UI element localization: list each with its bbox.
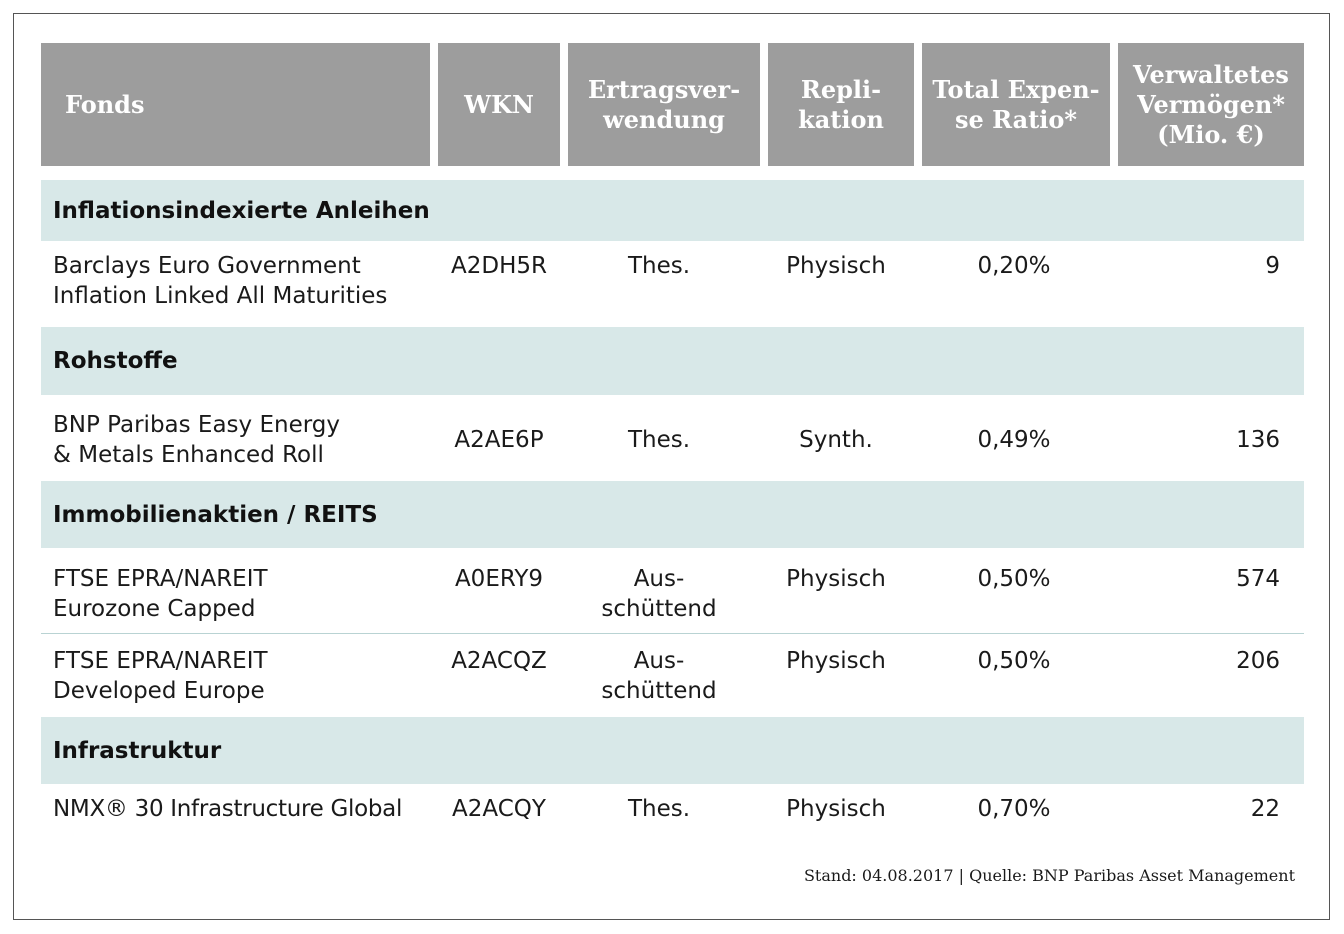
cell-vermoegen: 9 [1265,253,1280,279]
section-header-infrastruktur [41,717,1304,784]
header-fonds [41,43,430,166]
cell-vermoegen: 574 [1236,566,1280,592]
header-replikation [768,43,914,166]
cell-wkn: A0ERY9 [454,566,544,592]
header-wkn [438,43,560,166]
cell-ter: 0,70% [977,796,1051,822]
section-title: Infrastruktur [53,737,222,764]
cell-wkn: A2ACQZ [451,648,547,674]
cell-replikation: Physisch [786,648,886,674]
cell-ertrag: Aus- schüttend [601,566,717,622]
cell-fonds: NMX® 30 Infrastructure Global [53,796,403,822]
cell-replikation: Physisch [786,796,886,822]
section-header-immobilien [41,481,1304,548]
cell-vermoegen: 22 [1250,796,1280,822]
row-divider [41,633,1304,634]
cell-fonds: BNP Paribas Easy Energy & Metals Enhanced Roll [53,412,340,468]
header-ter-label: Total Expen- se Ratio* [932,74,1100,134]
cell-fonds: Barclays Euro Government Inflation Linked All Maturities [53,253,388,309]
section-title: Rohstoffe [53,348,178,374]
cell-wkn: A2DH5R [451,253,547,279]
header-vermoegen [1118,43,1304,166]
cell-ertrag: Thes. [627,796,691,822]
header-wkn-label: WKN [464,89,534,119]
cell-ertrag: Thes. [627,427,691,453]
cell-replikation: Physisch [786,566,886,592]
header-ertragsverwendung-label: Ertragsver- wendung [587,74,741,134]
section-header-rohstoffe [41,327,1304,395]
header-fonds-label: Fonds [65,89,145,119]
cell-ertrag: Thes. [627,253,691,279]
cell-fonds: FTSE EPRA/NAREIT Developed Europe [53,648,268,704]
cell-replikation: Physisch [786,253,886,279]
source-footnote: Stand: 04.08.2017 | Quelle: BNP Paribas Asset Management [803,866,1295,885]
section-header-inflation [41,180,1304,241]
cell-ter: 0,20% [977,253,1051,279]
section-title: Inflationsindexierte Anleihen [53,197,430,224]
cell-wkn: A2ACQY [452,796,546,822]
cell-vermoegen: 206 [1236,648,1280,674]
cell-vermoegen: 136 [1236,427,1280,453]
cell-ertrag: Aus- schüttend [601,648,717,704]
header-replikation-label: Repli- kation [798,74,884,134]
cell-ter: 0,50% [977,566,1051,592]
cell-ter: 0,50% [977,648,1051,674]
cell-fonds: FTSE EPRA/NAREIT Eurozone Capped [53,566,268,622]
cell-replikation: Synth. [799,427,873,453]
section-title: Immobilienaktien / REITS [53,501,378,528]
header-vermoegen-label: Verwaltetes Vermögen* (Mio. €) [1133,59,1289,149]
header-ertragsverwendung [568,43,760,166]
header-ter [922,43,1110,166]
cell-wkn: A2AE6P [454,427,544,453]
cell-ter: 0,49% [977,427,1051,453]
